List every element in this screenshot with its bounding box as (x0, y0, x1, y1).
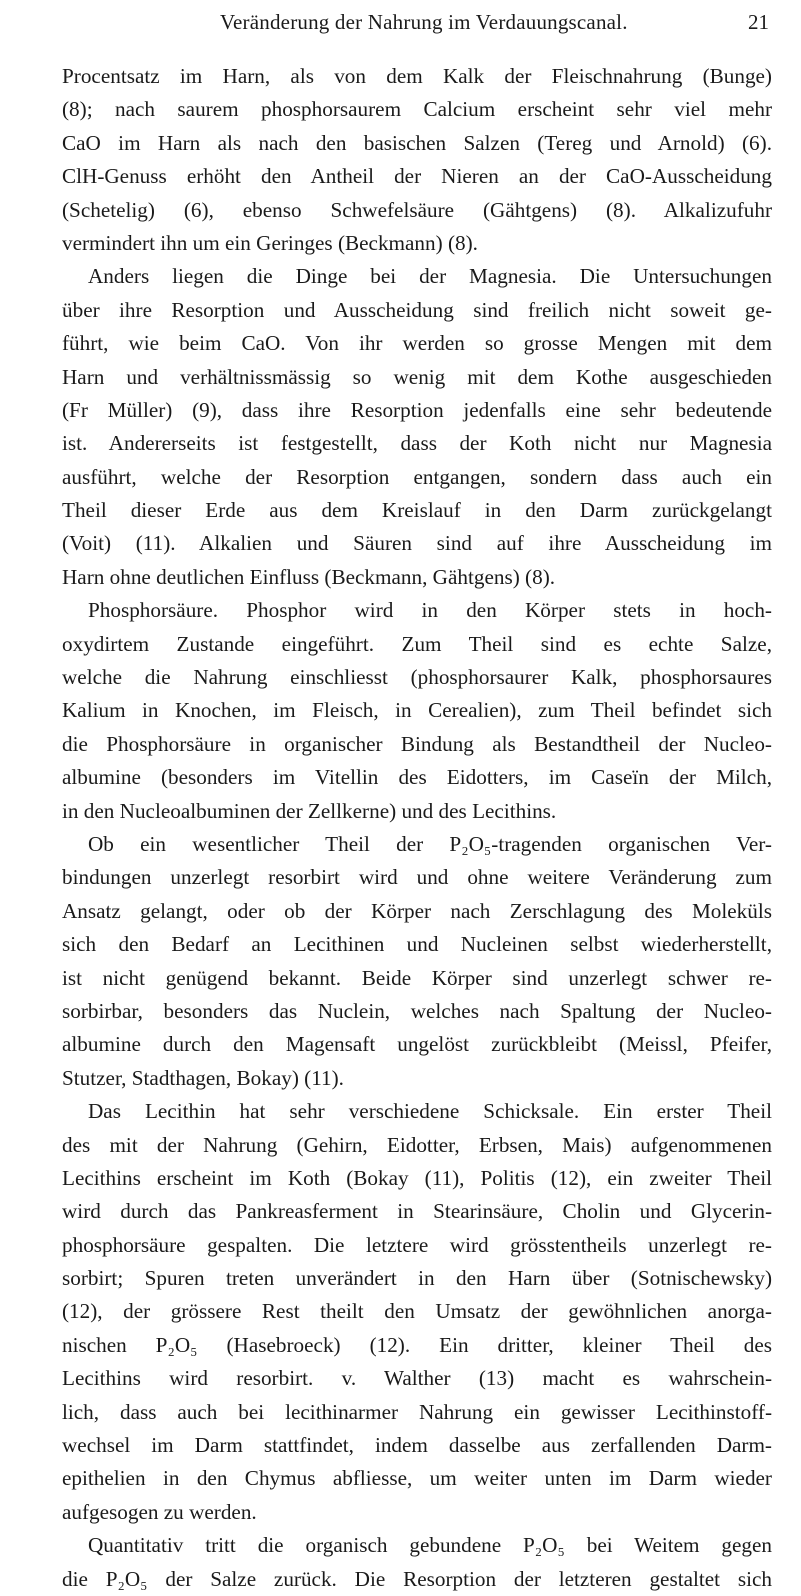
text-line: Harn ohne deutlichen Einfluss (Beckmann, Gähtgens) (8). (62, 564, 556, 589)
text-line: Kalium in Knochen, im Fleisch, in Cerealien), zum Theil befindet sich (62, 698, 772, 723)
text-line: wird durch das Pankreasferment in Stearinsäure, Cholin und Glycerin- (62, 1199, 772, 1224)
text-line: Stutzer, Stadthagen, Bokay) (11). (62, 1065, 344, 1090)
text-line: (Fr Müller) (9), dass ihre Resorption jedenfalls eine sehr bedeutende (62, 397, 772, 422)
running-title: Veränderung der Nahrung im Verdauungscanal. (220, 10, 628, 34)
text-line: epithelien in den Chymus abfliesse, um weiter unten im Darm wieder (62, 1466, 772, 1491)
text-line: ausführt, welche der Resorption entgangen, sondern dass auch ein (62, 464, 772, 489)
text-line: nischen P₂O₅ (Hasebroeck) (12). Ein dritter, kleiner Theil des (62, 1332, 772, 1357)
text-line: sorbirt; Spuren treten unverändert in den Harn über (Sotnischewsky) (62, 1266, 772, 1291)
text-line: oxydirtem Zustande eingeführt. Zum Theil sind es echte Salze, (62, 631, 772, 656)
text-line: Ansatz gelangt, oder ob der Körper nach Zerschlagung des Moleküls (62, 898, 772, 923)
text-line: Anders liegen die Dinge bei der Magnesia. Die Untersuchungen (88, 264, 772, 289)
text-line: ist nicht genügend bekannt. Beide Körper sind unzerlegt schwer re- (62, 965, 772, 990)
text-line: die P₂O₅ der Salze zurück. Die Resorption der letzteren gestaltet sich (62, 1566, 772, 1591)
text-line: Theil dieser Erde aus dem Kreislauf in den Darm zurückgelangt (62, 498, 772, 523)
text-line: phosphorsäure gespalten. Die letztere wird grösstentheils unzerlegt re- (62, 1232, 772, 1257)
text-line: Das Lecithin hat sehr verschiedene Schicksale. Ein erster Theil (88, 1099, 772, 1124)
text-line: Procentsatz im Harn, als von dem Kalk der Fleischnahrung (Bunge) (62, 64, 772, 88)
text-line: ist. Andererseits ist festgestellt, dass der Koth nicht nur Magnesia (62, 431, 772, 456)
text-line: bindungen unzerlegt resorbirt wird und ohne weitere Veränderung zum (62, 865, 772, 890)
text-line: sich den Bedarf an Lecithinen und Nucleinen selbst wiederherstellt, (62, 932, 772, 957)
text-line: albumine durch den Magensaft ungelöst zurückbleibt (Meissl, Pfeifer, (62, 1032, 772, 1057)
text-line: die Phosphorsäure in organischer Bindung als Bestandtheil der Nucleo- (62, 731, 772, 756)
text-line: Ob ein wesentlicher Theil der P₂O₅-tragenden organischen Ver- (88, 831, 772, 856)
text-line: CaO im Harn als nach den basischen Salzen (Tereg und Arnold) (6). (62, 130, 772, 155)
text-line: (8); nach saurem phosphorsaurem Calcium erscheint sehr viel mehr (62, 97, 772, 122)
text-line: lich, dass auch bei lecithinarmer Nahrung ein gewisser Lecithinstoff- (62, 1399, 772, 1424)
page-number: 21 (748, 10, 769, 34)
text-line: aufgesogen zu werden. (62, 1499, 257, 1524)
page-header (0, 10, 801, 38)
text-line: (Voit) (11). Alkalien und Säuren sind auf ihre Ausscheidung im (62, 531, 772, 556)
text-line: vermindert ihn um ein Geringes (Beckmann) (8). (62, 230, 478, 255)
text-line: sorbirbar, besonders das Nuclein, welches nach Spaltung der Nucleo- (62, 998, 772, 1023)
body-text (62, 60, 772, 1596)
text-line: über ihre Resorption und Ausscheidung sind freilich nicht soweit ge- (62, 297, 772, 322)
text-line: Lecithins erscheint im Koth (Bokay (11), Politis (12), ein zweiter Theil (62, 1165, 772, 1190)
text-line: albumine (besonders im Vitellin des Eidotters, im Caseïn der Milch, (62, 765, 772, 790)
text-line: führt, wie beim CaO. Von ihr werden so grosse Mengen mit dem (62, 331, 772, 356)
text-line: Harn und verhältnissmässig so wenig mit dem Kothe ausgeschieden (62, 364, 772, 389)
text-line: Lecithins wird resorbirt. v. Walther (13) macht es wahrschein- (62, 1366, 772, 1391)
text-line: in den Nucleoalbuminen der Zellkerne) und des Lecithins. (62, 798, 557, 823)
text-line: wechsel im Darm stattfindet, indem dasselbe aus zerfallenden Darm- (62, 1433, 772, 1458)
text-line: Quantitativ tritt die organisch gebundene P₂O₅ bei Weitem gegen (88, 1533, 772, 1558)
text-line: des mit der Nahrung (Gehirn, Eidotter, Erbsen, Mais) aufgenommenen (62, 1132, 772, 1157)
text-line: ClH-Genuss erhöht den Antheil der Nieren an der CaO-Ausscheidung (62, 164, 772, 189)
text-line: welche die Nahrung einschliesst (phosphorsaurer Kalk, phosphorsaures (62, 665, 772, 690)
text-line: (12), der grössere Rest theilt den Umsatz der gewöhnlichen anorga- (62, 1299, 772, 1324)
text-line: (Schetelig) (6), ebenso Schwefelsäure (Gähtgens) (8). Alkalizufuhr (62, 197, 772, 222)
text-line: Phosphorsäure. Phosphor wird in den Körper stets in hoch- (88, 598, 772, 623)
